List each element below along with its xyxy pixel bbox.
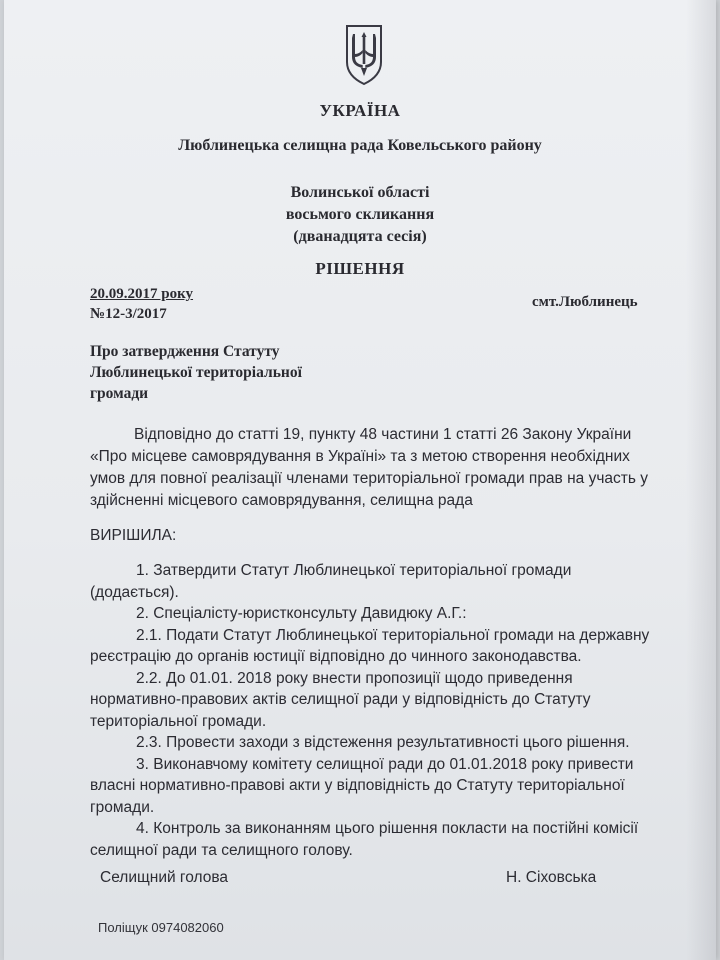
preamble-line: здійсненні місцевого самоврядування, селищна рада: [90, 492, 473, 509]
contact-note: Поліщук 0974082060: [98, 920, 224, 935]
subject-line: Люблинецької територіальної: [90, 364, 302, 381]
item-2-2-line: нормативно-правових актів селищної ради у відповідність до Статуту: [90, 691, 591, 708]
item-4-line: 4. Контроль за виконанням цього рішення покласти на постійні комісії: [136, 820, 639, 837]
decision-place: смт.Люблинець: [532, 294, 638, 310]
item-2-1-line: реєстрацію до органів юстиції відповідно до чинного законодавства.: [90, 648, 582, 665]
item-2-1-line: 2.1. Подати Статут Люблинецької територіальної громади на державну: [136, 626, 650, 644]
decision-number: №12-3/2017: [90, 306, 167, 322]
document-type-heading: РІШЕННЯ: [315, 259, 405, 278]
subject-line: Про затвердження Статуту: [90, 343, 280, 360]
region-line: Волинської області: [290, 184, 430, 201]
decision-items: [90, 560, 670, 861]
convocation-line: восьмого скликання: [285, 206, 435, 223]
item-2-2-line: 2.2. До 01.01. 2018 року внести пропозиції щодо приведення: [136, 669, 573, 687]
item-1-line: 1. Затвердити Статут Люблинецької територіальної громади: [136, 562, 572, 579]
signer-title: Селищний голова: [100, 869, 229, 886]
document-page: [4, 0, 716, 960]
preamble-line: умов для повної реалізації членами територіальної громади прав на участь у: [90, 470, 649, 487]
resolved-label: ВИРІШИЛА:: [90, 527, 177, 544]
signer-name: Н. Сіховська: [506, 869, 597, 886]
preamble-line: «Про місцеве самоврядування в Україні» та з метою створення необхідних: [90, 448, 630, 465]
item-1-line: (додається).: [90, 583, 179, 601]
council-name: Люблинецька селищна рада Ковельського району: [178, 137, 542, 154]
decision-date: 20.09.2017 року: [90, 286, 194, 302]
preamble-line: Відповідно до статті 19, пункту 48 частини 1 статті 26 Закону України: [134, 426, 632, 443]
item-2-3-line: 2.3. Провести заходи з відстеження результативності цього рішення.: [136, 734, 630, 751]
item-3-line: власні нормативно-правові акти у відповідність до Статуту територіальної: [90, 777, 625, 794]
preamble-paragraph: [90, 424, 670, 512]
council-details: [4, 182, 716, 248]
trident-coat-of-arms-icon: [344, 24, 384, 86]
item-2-line: 2. Спеціалісту-юристконсульту Давидюку А.Г.:: [136, 605, 467, 622]
item-4-line: селищної ради та селищного голову.: [90, 841, 353, 859]
session-line: (дванадцята сесія): [293, 228, 427, 245]
item-3-line: громади.: [90, 798, 155, 816]
decision-subject: [90, 341, 302, 404]
country-heading: УКРАЇНА: [319, 101, 401, 120]
item-3-line: 3. Виконавчому комітету селищної ради до 01.01.2018 року привести: [136, 755, 634, 773]
subject-line: громади: [90, 385, 149, 402]
item-2-2-line: територіальної громади.: [90, 712, 267, 730]
